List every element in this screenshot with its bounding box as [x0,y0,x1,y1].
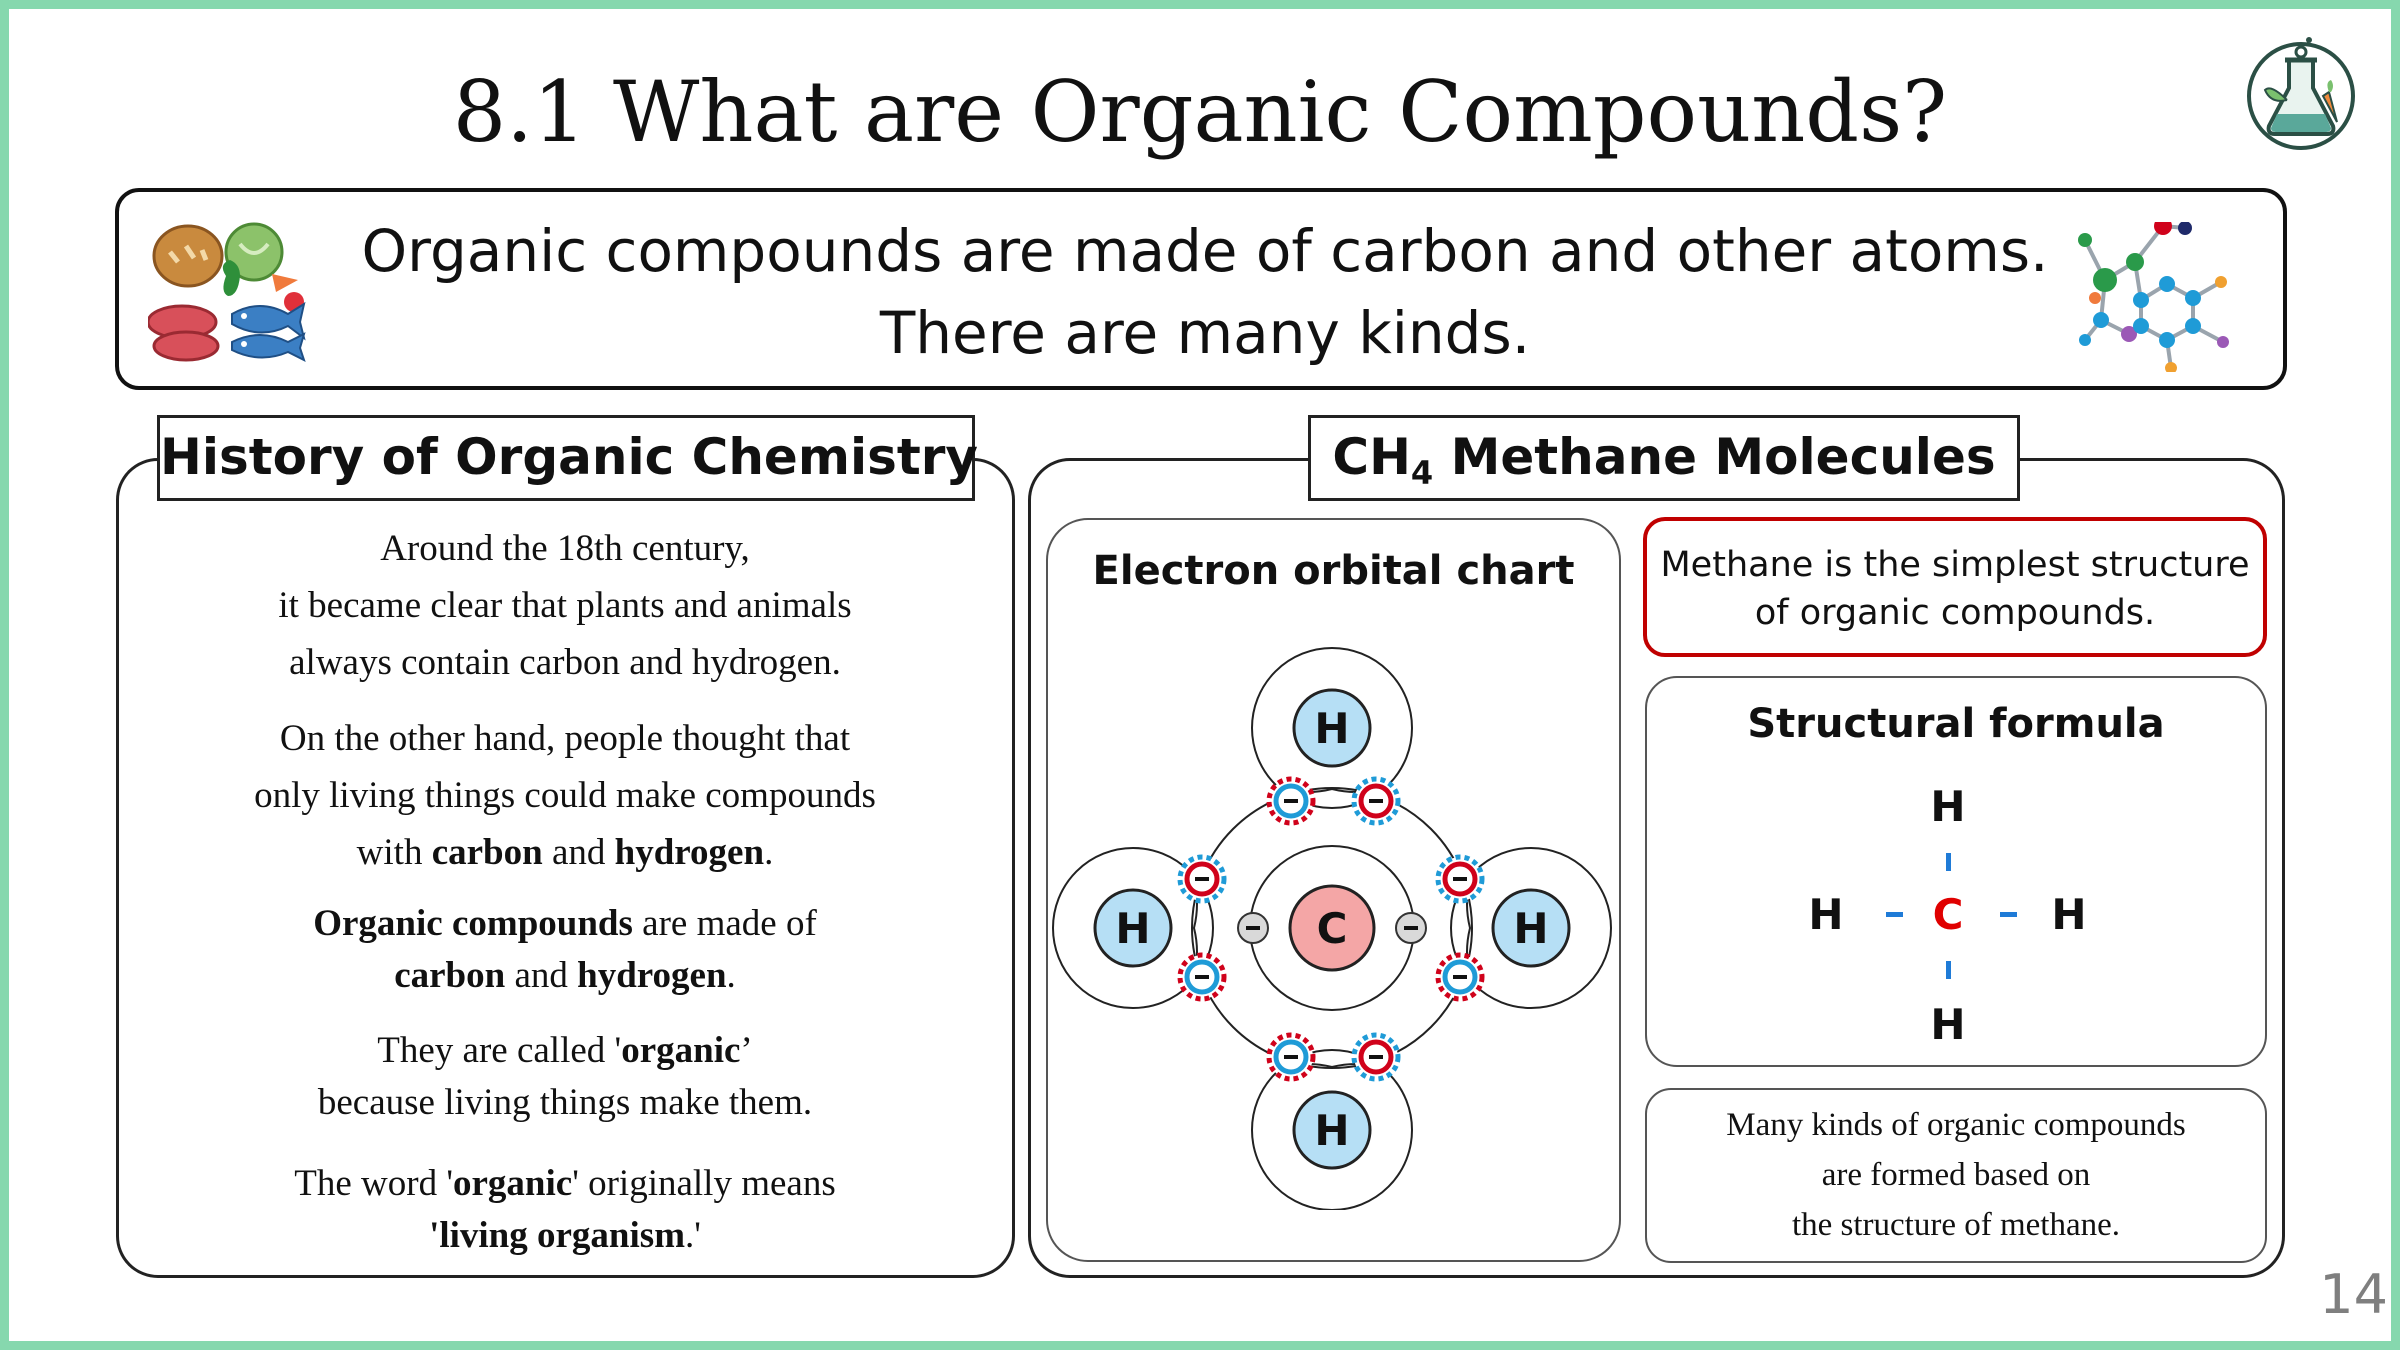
electron-hydrogen-top [1269,779,1313,823]
history-paragraph-5 [140,1158,990,1262]
hydrogen-label-bottom: H [1314,1106,1350,1155]
banner-line-2: There are many kinds. [879,299,1531,367]
history-line: with carbon and hydrogen. [356,832,774,873]
formula-h-top: H [1930,782,1966,831]
history-paragraph-2 [140,710,990,881]
formula-h-left: H [1808,890,1844,939]
history-paragraph-3 [140,898,990,1002]
electron-carbon-left [1180,857,1224,901]
history-line: always contain carbon and hydrogen. [289,642,841,683]
hydrogen-label-left: H [1115,904,1151,953]
structural-formula-title: Structural formula [1747,701,2165,747]
page-number: 14 [2319,1263,2388,1326]
formula-h-right: H [2051,890,2087,939]
methane-kinds-note: Many kinds of organic compounds are formed based on the structure of methane. [1645,1088,2267,1263]
history-line: because living things make them. [317,1082,813,1123]
electron-carbon-right [1438,857,1482,901]
electron-inner-right [1396,913,1426,943]
history-line: it became clear that plants and animals [278,585,852,626]
hydrogen-label-right: H [1513,904,1549,953]
molecule-model-icon [2075,222,2235,372]
hydrogen-label-top: H [1314,704,1350,753]
electron-hydrogen-right [1438,955,1482,999]
history-line: On the other hand, people thought that [279,718,851,759]
bond-right [2000,912,2017,917]
history-line: Around the 18th century, [380,528,750,569]
methane-simplest-note: Methane is the simplest structure of organic compounds. [1643,517,2267,657]
banner-line-1: Organic compounds are made of carbon and other atoms. [361,217,2049,285]
history-heading: History of Organic Chemistry [157,415,975,501]
history-paragraph-1 [140,520,990,691]
electron-orbital-diagram [1046,620,1621,1210]
electron-carbon-bottom [1354,1035,1398,1079]
carbon-label: C [1316,904,1348,953]
formula-c: C [1932,890,1964,939]
history-line: The word 'organic' originally means [294,1163,836,1204]
bond-left [1886,912,1903,917]
food-group-icon [148,218,318,362]
electron-hydrogen-left [1180,955,1224,999]
formula-h-bottom: H [1930,1000,1966,1049]
history-line: carbon and hydrogen. [394,955,736,996]
bond-top [1946,853,1951,871]
history-paragraph-4 [140,1025,990,1129]
electron-hydrogen-bottom [1269,1035,1313,1079]
history-line: 'living organism.' [429,1215,701,1256]
structural-formula-diagram [1645,760,2267,1060]
history-line: Organic compounds are made of [313,903,817,944]
history-line: only living things could make compounds [254,775,876,816]
banner-text [300,210,2110,374]
history-line: They are called 'organic’ [377,1030,753,1071]
methane-heading: $CH_4$ Methane Molecules [1308,415,2020,501]
flask-plant-icon [2243,30,2359,154]
bond-bottom [1946,961,1951,979]
electron-inner-left [1238,913,1268,943]
orbital-chart-title: Electron orbital chart [1092,548,1575,594]
slide-title: 8.1 What are Organic Compounds? [452,63,1948,161]
electron-carbon-top [1354,779,1398,823]
